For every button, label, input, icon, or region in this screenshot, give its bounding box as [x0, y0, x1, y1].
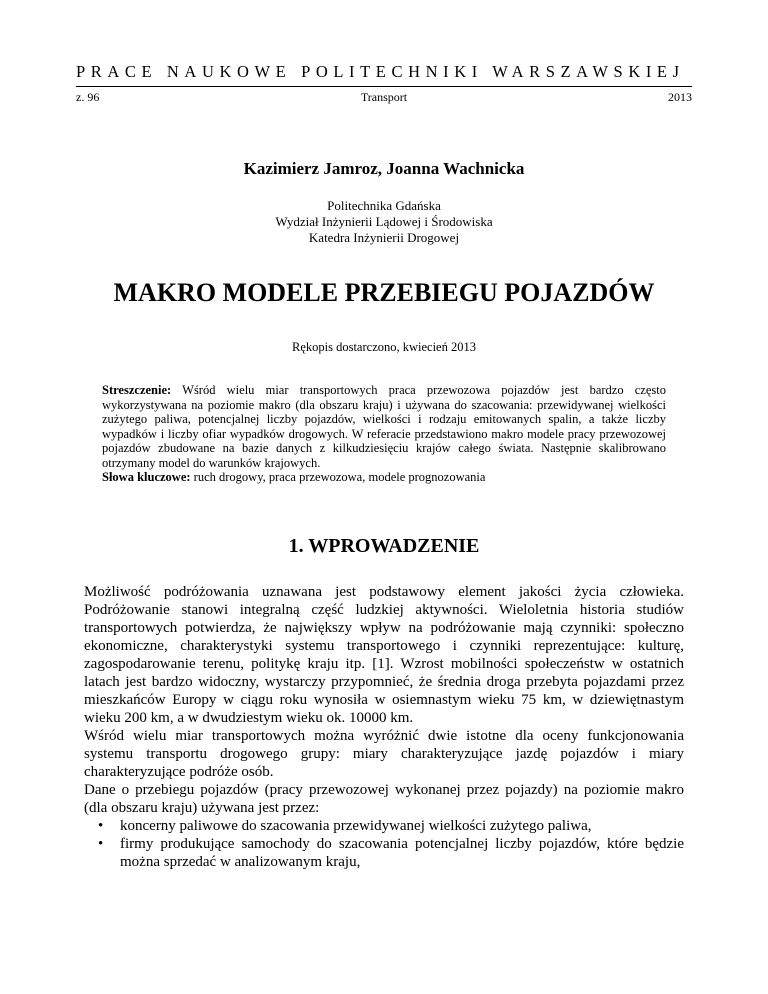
abstract-text: Wśród wielu miar transportowych praca przewozowa pojazdów jest bardzo często wykorzystywana na poziomie makro (dla obszaru kraju) i używana do szacowania: przewidywanej wielkości zużytego paliwa, potencjalnej liczby pojazdów, wielkości i rodzaju emitowanych spalin, a także liczby wypadków i liczby ofiar wypadków drogowych. W referacie przedstawiono makro modele pracy przewozowej pojazdów zbudowane na bazie danych z kilkudziesięciu krajów całego świata. Następnie skalibrowano otrzymany model do warunków krajowych.	[102, 383, 666, 470]
header-rule	[76, 86, 692, 87]
body-paragraph: Dane o przebiegu pojazdów (pracy przewozowej wykonanej przez pojazdy) na poziomie makro (dla obszaru kraju) używana jest przez:	[84, 782, 684, 816]
list-item	[98, 835, 684, 871]
keywords-label: Słowa kluczowe:	[102, 470, 191, 484]
body-paragraph: Wśród wielu miar transportowych można wyróżnić dwie istotne dla oceny funkcjonowania systemu transportu drogowego grupy: miary charakteryzujące jazdę pojazdów i miary charakteryzujące podróże osób.	[84, 728, 684, 780]
list-item	[98, 817, 684, 835]
bullet-icon: •	[98, 836, 104, 852]
abstract-label: Streszczenie:	[102, 383, 172, 397]
received-date: Rękopis dostarczono, kwiecień 2013	[292, 340, 476, 354]
journal-series-title: PRACE NAUKOWE POLITECHNIKI WARSZAWSKIEJ	[76, 62, 685, 81]
paper-title: MAKRO MODELE PRZEBIEGU POJAZDÓW	[113, 278, 655, 307]
abstract	[102, 383, 666, 485]
journal-section: Transport	[360, 90, 408, 104]
abstract-paragraph	[102, 383, 666, 470]
list-item-text: firmy produkujące samochody do szacowania potencjalnej liczby pojazdów, które będzie można sprzedać w analizowanym kraju,	[120, 836, 684, 870]
bullet-icon: •	[98, 818, 104, 834]
affiliation-line: Politechnika Gdańska	[327, 198, 441, 213]
section-body	[84, 583, 684, 871]
keywords-paragraph	[102, 470, 666, 485]
issue-number: z. 96	[76, 90, 100, 104]
keywords-text: ruch drogowy, praca przewozowa, modele prognozowania	[190, 470, 486, 484]
authors: Kazimierz Jamroz, Joanna Wachnicka	[243, 159, 525, 178]
publication-year: 2013	[668, 90, 692, 104]
affiliation-line: Wydział Inżynierii Lądowej i Środowiska	[275, 214, 493, 229]
list-item-text: koncerny paliwowe do szacowania przewidywanej wielkości zużytego paliwa,	[120, 818, 592, 834]
body-paragraph: Możliwość podróżowania uznawana jest podstawowy element jakości życia człowieka. Podróżowanie stanowi integralną część ludzkiej aktywności. Wieloletnia historia studiów transportowych potwierdza, że największy wpływ na podróżowanie mają czynniki: społeczno ekonomiczne, charakterystyki systemu transportowego i czynniki reprezentujące: kulturę, zagospodarowanie terenu, politykę kraju itp. [1]. Wzrost mobilności społeczeństw w ostatnich latach jest bardzo widoczny, wystarczy przypomnieć, że średnia droga przebyta pojazdami przez mieszkańców Europy w ciągu roku wynosiła w osiemnastym wieku 75 km, w dziewiętnastym wieku 200 km, a w dwudziestym wieku ok. 10000 km.	[84, 584, 684, 726]
affiliation-line: Katedra Inżynierii Drogowej	[308, 230, 460, 245]
section-heading: 1. WPROWADZENIE	[288, 535, 480, 557]
bullet-list	[84, 817, 684, 871]
